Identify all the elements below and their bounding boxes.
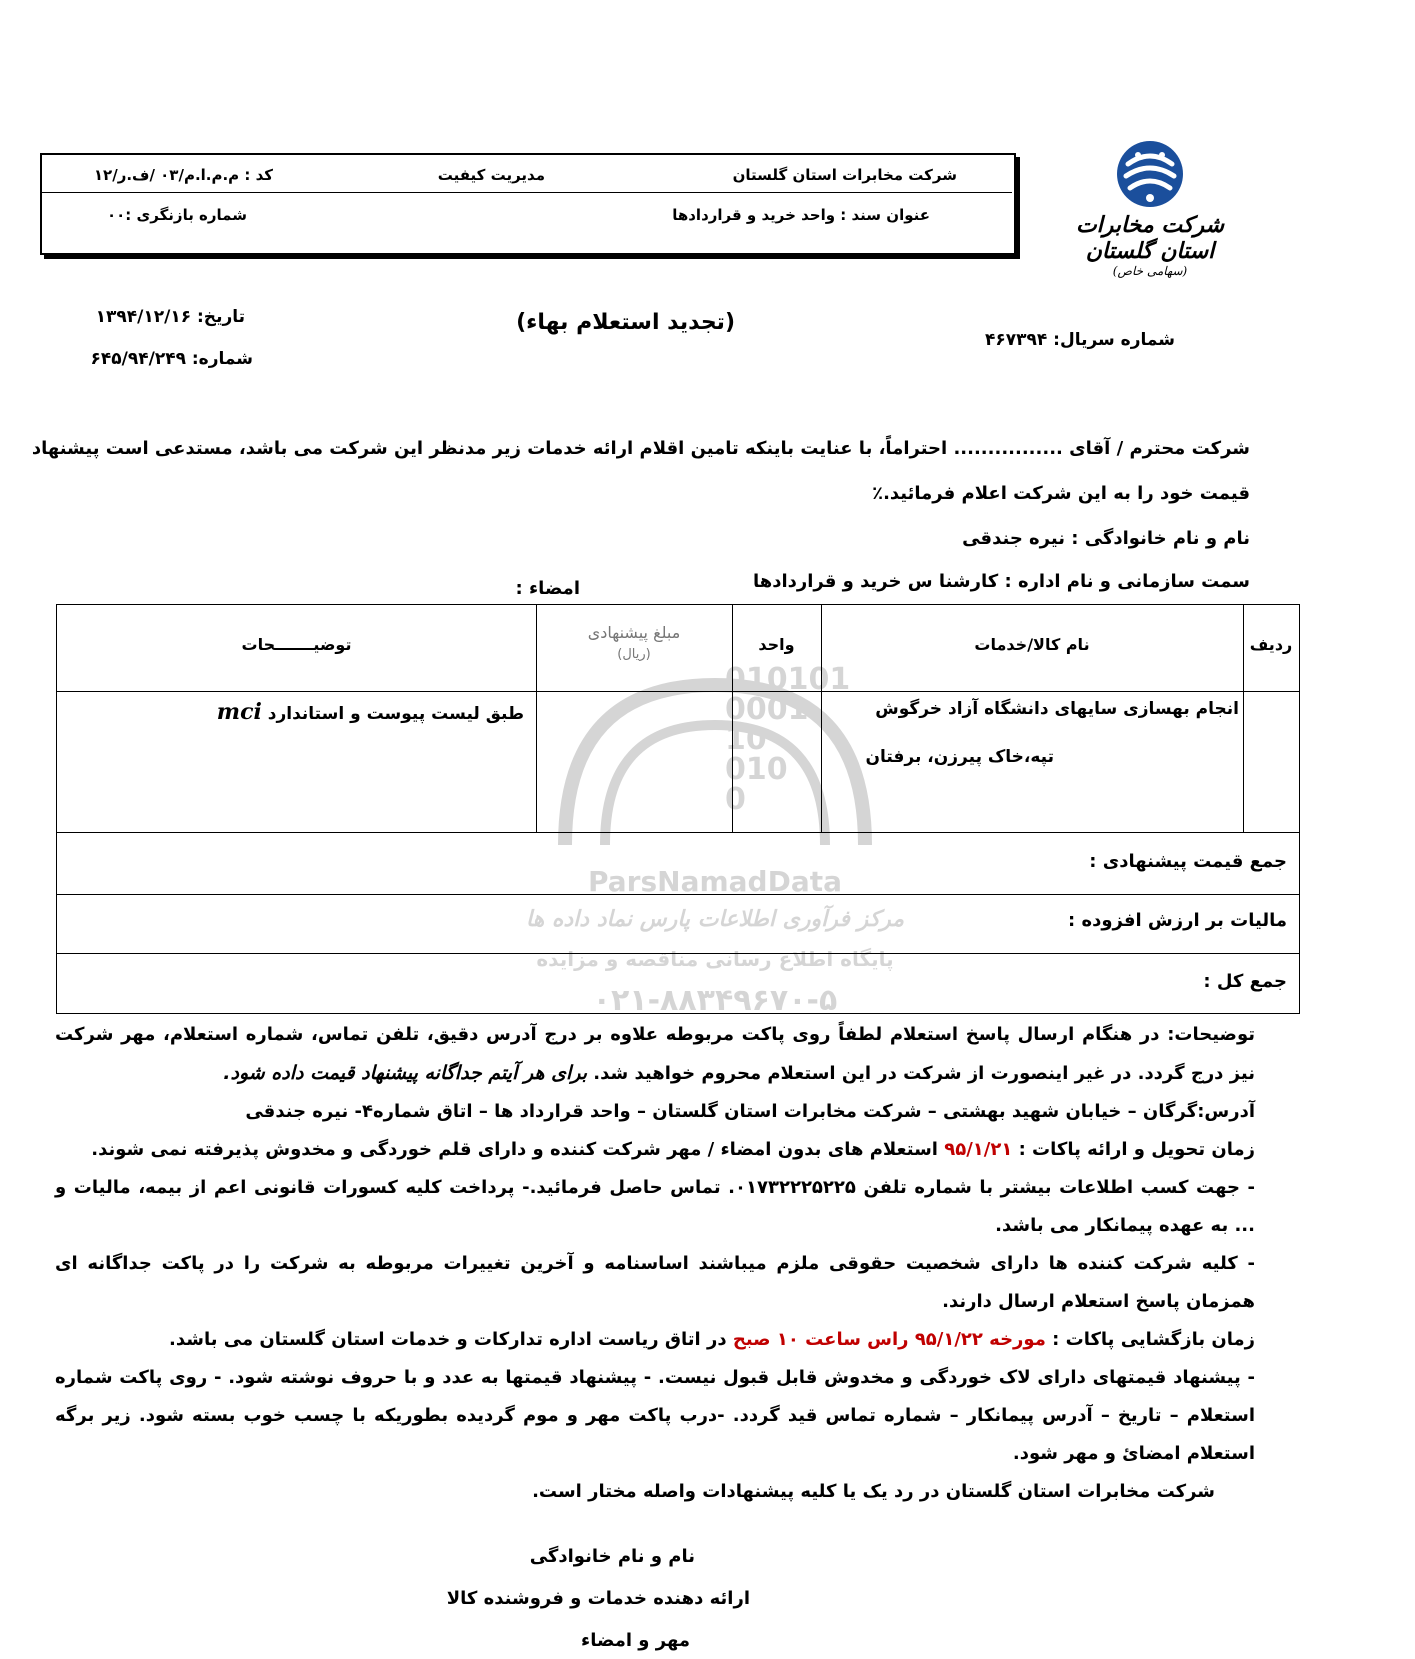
col-header-unit: واحد — [758, 635, 795, 654]
header-company: شرکت مخابرات استان گلستان — [732, 166, 957, 184]
document-date: تاریخ: ۱۳۹۴/۱۲/۱۶ — [95, 307, 245, 327]
serial-number: شماره سریال: ۴۶۷۳۹۴ — [984, 330, 1175, 350]
company-logo — [1065, 138, 1235, 278]
col-header-price-unit: (ریال) — [617, 647, 651, 662]
col-header-row: ردیف — [1249, 635, 1293, 654]
note-rules: - پیشنهاد قیمتهای دارای لاک خوردگی و مخدوش قابل قبول نیست. - پیشنهاد قیمتها به عدد و با حروف نوشته شود. - روی پاکت شماره استعلام – تاریخ – آدرس پیمانکار – شماره تماس قید گردد. -درب پاکت مهر و موم گردیده بطوریکه با چسب خوب بسته شود. زیر برگه استعلام امضائ و مهر شود. — [55, 1367, 1255, 1464]
note-delivery — [55, 1131, 1255, 1169]
signoff-name: نام و نام خانوادگی — [529, 1546, 695, 1567]
header-revision: شماره بازنگری :۰۰ — [106, 206, 247, 224]
header-code: کد : م.م.ا.م/۰۳ /ف.ر/۱۲ — [93, 166, 273, 184]
watermark-binary-3: 10 — [725, 722, 767, 757]
logo-name: شرکت مخابرات استان گلستان — [1075, 212, 1225, 264]
note-info: - جهت کسب اطلاعات بیشتر با شماره تلفن ۰۱۷۳۲۲۲۵۲۲۵. تماس حاصل فرمائید.- پرداخت کلیه کسورات قانونی اعم از بیمه، مالیات و ... به عهده پیمانکار می باشد. — [55, 1177, 1256, 1236]
sum-label: جمع قیمت پیشنهادی : — [1089, 851, 1287, 872]
note-instructions — [55, 1016, 1255, 1093]
opening-text: در اتاق ریاست اداره تدارکات و خدمات استان گلستان می باشد. — [169, 1329, 727, 1350]
header-divider — [40, 192, 1012, 193]
mci-brand: mci — [216, 699, 262, 725]
intro-line-1: شرکت محترم / آقای ................ احتراماً، با عنایت باینکه تامین اقلام ارائه خدمات زیر مدنظر این شرکت می باشد، مستدعی است پیشنهاد — [31, 438, 1250, 459]
watermark-binary-1: 010101 — [725, 662, 851, 697]
contact-name: نام و نام خانوادگی : نیره جندقی — [962, 528, 1250, 549]
watermark-phone: ۰۲۱-۸۸۳۴۹۶۷۰-۵ — [592, 983, 838, 1018]
note-legal: - کلیه شرکت کننده ها دارای شخصیت حقوقی ملزم میباشند اساسنامه و آخرین تغییرات مربوطه به شرکت را در پاکت جداگانه ای همزمان پاسخ استعلام ارسال دارند. — [55, 1253, 1255, 1312]
price-inquiry-table — [56, 604, 1300, 1014]
signoff-role: ارائه دهنده خدمات و فروشنده کالا — [446, 1588, 750, 1609]
note-instructions-text: توضیحات: در هنگام ارسال پاسخ استعلام لطفاً روی پاکت مربوطه علاوه بر درج آدرس دقیق، تلفن تماس، شماره استعلام، مهر شرکت نیز درج گردد. در غیر اینصورت از شرکت در این استعلام محروم خواهید شد. — [55, 1024, 1255, 1084]
header-department: مدیریت کیفیت — [437, 166, 545, 184]
signoff-stamp: مهر و امضاء — [581, 1630, 690, 1651]
watermark-line-2: پایگاه اطلاع رسانی مناقصه و مزایده — [536, 947, 894, 971]
watermark-binary-2: 0001 — [725, 692, 809, 727]
intro-line-2: قیمت خود را به این شرکت اعلام فرمائید.٪ — [872, 483, 1250, 504]
item-name-line-1: انجام بهسازی سایهای دانشگاه آزاد خرگوش — [875, 699, 1239, 719]
contact-position: سمت سازمانی و نام اداره : کارشنا س خرید و قراردادها — [753, 571, 1250, 592]
delivery-text: استعلام های بدون امضاء / مهر شرکت کننده و دارای قلم خوردگی و مخدوش پذیرفته نمی شوند. — [91, 1139, 938, 1160]
col-header-desc: توضیـــــــحات — [241, 635, 352, 654]
delivery-label: زمان تحویل و ارائه پاکات : — [1018, 1139, 1255, 1160]
telecom-logo-icon — [1114, 138, 1186, 210]
signature-label: امضاء : — [515, 578, 580, 599]
watermark-binary-5: 0 — [725, 782, 746, 817]
opening-label: زمان بازگشایی پاکات : — [1052, 1329, 1255, 1350]
document-number: شماره: ۶۴۵/۹۴/۲۴۹ — [90, 349, 253, 369]
col-header-price: مبلغ پیشنهادی — [587, 623, 681, 642]
page-title: (تجدید استعلام بهاء) — [516, 310, 735, 335]
desc-text: طبق لیست پیوست و استاندارد — [267, 704, 524, 724]
col-header-item: نام کالا/خدمات — [974, 635, 1090, 654]
total-label: جمع کل : — [1203, 971, 1287, 992]
item-name-line-2: تپه،خاک پیرزن، برفتان — [865, 747, 1054, 767]
note-address: آدرس:گرگان – خیابان شهید بهشتی – شرکت مخابرات استان گلستان – واحد قرارداد ها – اتاق شماره۴- نیره جندقی — [245, 1101, 1255, 1122]
note-instructions-emphasis: برای هر آیتم جداگانه پیشنهاد قیمت داده شود. — [223, 1062, 587, 1084]
watermark-binary-4: 010 — [725, 752, 788, 787]
delivery-date: ۹۵/۱/۲۱ — [944, 1139, 1013, 1160]
watermark-brand: ParsNamadData — [588, 865, 842, 898]
opening-date: مورخه ۹۵/۱/۲۲ راس ساعت ۱۰ صبح — [732, 1329, 1046, 1350]
watermark-line-1: مرکز فرآوری اطلاعات پارس نماد داده ها — [525, 907, 905, 932]
logo-subtitle: (سهامی خاص) — [1112, 264, 1188, 278]
vat-label: مالیات بر ارزش افزوده : — [1067, 910, 1287, 931]
desc-cell — [217, 699, 524, 725]
note-reserve: شرکت مخابرات استان گلستان در رد یک یا کلیه پیشنهادات واصله مختار است. — [532, 1481, 1215, 1502]
header-doc-title: عنوان سند : واحد خرید و قراردادها — [672, 206, 930, 224]
notes-section — [55, 1016, 1255, 1511]
note-opening — [55, 1321, 1255, 1359]
